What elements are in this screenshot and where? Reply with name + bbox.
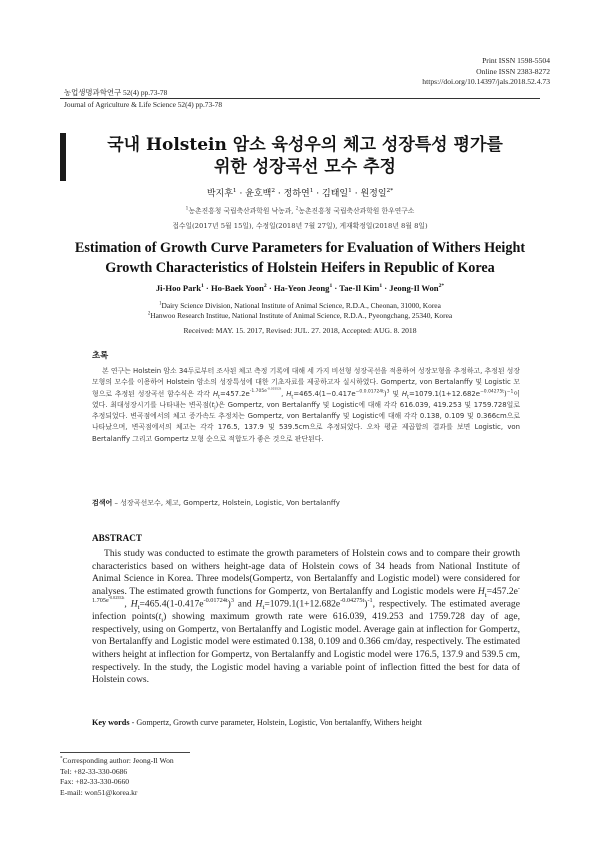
author-sup: 1 xyxy=(200,283,204,290)
footnote-fax: Fax: +82-33-330-0660 xyxy=(60,777,130,787)
author: 박지후 xyxy=(206,189,233,199)
korean-abstract xyxy=(92,366,520,445)
author-sup: 2* xyxy=(386,188,394,194)
keywords-text: - Gompertz, Growth curve parameter, Holstein, Logistic, Von bertalanffy, Withers height xyxy=(129,718,422,727)
equation: t xyxy=(407,394,409,400)
abstract-text: ) showing maximum growth rate were 616.039, 419.253 and 1759.728 day of age, respectively, using on Gompertz, von Bertalanffy and Logistic model. Average gain at inflection for Gompertz, von Bertalanffy and Logistic model were estimated 0.138, 0.109 and 0.366 cm/day, respectively. The estimated withers height at inflection for Gompertz, von Bertalanffy and Logistic model were 176.5, 137.9 and 539.5 cm, respectively. In the study, the Logistic model having a variable point of inflection fitted the best for data of Holstein cows. xyxy=(92,611,520,686)
equation: H xyxy=(212,389,219,398)
footnote-author: Corresponding author: Jeong-Il Won xyxy=(62,756,174,765)
equation: H xyxy=(130,598,138,610)
author: 윤호백 xyxy=(245,189,272,199)
abstract-text: and xyxy=(233,598,256,610)
affil-sup: 2 xyxy=(147,311,151,317)
affil-text: Hanwoo Research Institue, National Institute of Animal Science, R.D.A., Pyeongchang, 25340, Korea xyxy=(150,310,453,320)
author-sep: · xyxy=(313,189,323,199)
equation: t xyxy=(137,604,140,612)
author-sep: · xyxy=(266,283,274,293)
equation: -1 xyxy=(367,597,373,605)
author-sep: · xyxy=(332,283,340,293)
equation: t xyxy=(484,591,487,599)
equation: -0.04275t xyxy=(340,597,365,605)
equation: ) xyxy=(227,598,231,610)
english-title-line1: Estimation of Growth Curve Parameters for Evaluation of Withers Height xyxy=(74,240,526,256)
author-sep: · xyxy=(236,189,246,199)
equation: t xyxy=(218,394,221,400)
equation: -0.01724t xyxy=(203,597,228,605)
english-title xyxy=(60,238,540,278)
online-issn: Online ISSN 2383-8272 xyxy=(476,66,550,76)
abstract-text: This study was conducted to estimate the growth parameters of Holstein cows and to compare their growth characteristics based on withers height-age data of Holstein cows of 34 heads from National Institute of Animal Science in Korea. Three models(Gompertz, von Bertalanffy and Logistic model) were considered for analyses. The estimated growth functions for Gompertz, von Bertalanffy and Logistic models were xyxy=(92,548,520,597)
english-keywords xyxy=(92,718,522,727)
author-sup: 1 xyxy=(232,188,237,194)
author-sep: · xyxy=(275,189,284,199)
author-sup: 2 xyxy=(271,188,276,194)
author-sup: 2* xyxy=(438,283,445,290)
equation: =457.2e xyxy=(220,389,250,398)
equation: ) xyxy=(504,389,507,398)
keywords-text: – 성장곡선모수, 체고, Gompertz, Holstein, Logistic, Von bertalanffy xyxy=(112,499,340,507)
equation: −1 xyxy=(506,389,514,395)
equation: −0.04275t xyxy=(480,389,505,395)
journal-kor: 농업생명과학연구 52(4) pp.73-78 xyxy=(64,88,168,97)
equation: 3 xyxy=(230,597,234,605)
equation: 3 xyxy=(386,389,390,395)
author-sup: 1 xyxy=(309,188,314,194)
author-sup: 1 xyxy=(329,283,333,290)
author: 정하연 xyxy=(283,189,310,199)
abstract-text: 본 연구는 Holstein 암소 34두로부터 조사된 체고 측정 기록에 대해 세 가지 비선형 성장곡선을 적용하여 성장모형을 추정하고, 추정된 성장모형의 모수를 이용하여 Holstein 암소의 성장특성에 대한 기초자료를 제공하고자 실시하였다. Gompertz, von Bertalanffy 및 Logistic 모형으로 추정된 성장곡선 함수식은 각각 xyxy=(92,367,520,398)
equation: -0.02552t xyxy=(108,595,125,601)
equation: H xyxy=(477,585,485,597)
author-sep: · xyxy=(382,283,390,293)
header-rule xyxy=(60,98,540,99)
author-sup: 1 xyxy=(379,283,383,290)
korean-dates: 접수일(2017년 5월 15일), 수정일(2018년 7월 27일), 게재확정일(2018년 8월 8일) xyxy=(172,222,428,230)
keywords-label: Key words xyxy=(92,718,130,727)
equation: -1.705e xyxy=(249,389,267,395)
abstract-text: , xyxy=(124,598,131,610)
abstract-text: 이였다. 최대성장시기를 나타내는 변곡점( xyxy=(92,389,520,409)
english-dates: Received: MAY. 15. 2017, Revised: JUL. 27. 2018, Accepted: AUG. 8. 2018 xyxy=(183,326,417,335)
korean-keywords xyxy=(92,498,522,508)
equation: i xyxy=(214,406,216,412)
title-accent-bar xyxy=(60,133,66,181)
korean-affiliation xyxy=(60,205,540,215)
korean-title xyxy=(70,134,540,178)
author-sup: 2 xyxy=(263,283,267,290)
author: Ho-Baek Yoon xyxy=(210,283,264,293)
equation: H xyxy=(286,389,292,398)
author: Jeong-Il Won xyxy=(389,283,439,293)
equation: −0.0.01724t xyxy=(355,389,384,395)
english-affiliation xyxy=(60,301,540,320)
equation: ) xyxy=(364,598,368,610)
affil-text: 농촌진흥청 국립축산과학원 한우연구소 xyxy=(298,207,415,215)
affil-text: 농촌진흥청 국립축산과학원 낙농과, xyxy=(188,207,296,215)
author: 원정일 xyxy=(360,189,387,199)
equation: H xyxy=(401,389,408,398)
english-authors xyxy=(60,283,540,293)
equation: t xyxy=(211,400,215,409)
equation: t xyxy=(158,611,162,623)
issn-block xyxy=(422,56,550,88)
equation: i xyxy=(161,617,164,625)
korean-title-line1: 국내 Holstein 암소 육성우의 체고 성장특성 평가를 xyxy=(107,135,503,155)
keywords-label: 검색어 xyxy=(92,499,113,507)
equation: =1079.1(1+12.682e xyxy=(408,389,481,398)
author-sup: 1 xyxy=(348,188,352,194)
affil-text: Dairy Science Division, National Institute of Animal Science, R.D.A., Cheonan, 31000, Korea xyxy=(161,301,441,310)
equation: t xyxy=(262,604,265,612)
equation: H xyxy=(255,598,263,610)
print-issn: Print ISSN 1598-5504 xyxy=(482,56,550,65)
equation: ) xyxy=(383,389,387,398)
corresponding-author-footnote xyxy=(60,756,174,798)
equation: t xyxy=(291,394,294,400)
author: Ha-Yeon Jeong xyxy=(273,283,330,293)
author-sep: · xyxy=(203,283,211,293)
footnote-tel: Tel: +82-33-330-0686 xyxy=(60,766,128,776)
abstract-text: 및 xyxy=(389,389,402,398)
abstract-text: , xyxy=(281,389,287,398)
footnote-rule xyxy=(60,752,190,753)
equation: =1079.1(1+12.682e xyxy=(264,598,341,610)
korean-authors xyxy=(60,186,540,199)
korean-title-line2: 위한 성장곡선 모수 추정 xyxy=(214,157,396,177)
author: Tae-Il Kim xyxy=(339,283,380,293)
doi-link[interactable]: https://doi.org/10.14397/jals.2018.52.4.73 xyxy=(422,77,550,86)
equation: -1.705e xyxy=(92,584,520,605)
equation: =465.4(1-0.417e xyxy=(139,598,204,610)
english-abstract-heading: ABSTRACT xyxy=(92,533,143,543)
affil-sup: 1 xyxy=(159,301,162,307)
english-abstract xyxy=(92,548,520,687)
equation: -0.02552t xyxy=(266,386,282,391)
author-sep: · xyxy=(351,189,361,199)
abstract-text: , respectively. The estimated average infection points( xyxy=(92,598,520,623)
english-title-line2: Growth Characteristics of Holstein Heifers in Republic of Korea xyxy=(105,260,495,276)
author: 김태일 xyxy=(322,189,349,199)
author: Ji-Hoo Park xyxy=(155,283,201,293)
affil-sup: 2 xyxy=(295,206,299,212)
footnote-sup: * xyxy=(60,756,63,762)
equation: =457.2e xyxy=(486,585,518,597)
affil-sup: 1 xyxy=(185,206,189,212)
journal-eng: Journal of Agriculture & Life Science 52(4) pp.73-78 xyxy=(64,100,223,109)
equation: =465.4(1−0.417e xyxy=(293,389,356,398)
abstract-text: )은 Gompertz, von Bertalanffy 및 Logistic에 대해 각각 616.039, 419.253 및 1759.728일로 추정되었다. 변곡점에서의 체고 증가속도 추정치는 Gompertz, von Bertalanffy 및 Logistic에 대해 각각 0.138, 0.109 및 0.366cm으로 나타났으며, 변곡점에서의 체고는 각각 176.5, 137.9 및 539.5cm으로 추정되었다. 오차 평균 제곱합의 결과를 보면 Logistic, von Bertalanffy 그리고 Gompertz 모형 순으로 적합도가 좋은 것으로 판단된다. xyxy=(92,400,520,443)
footnote-email[interactable]: E-mail: won51@korea.kr xyxy=(60,787,138,797)
korean-abstract-heading: 초록 xyxy=(92,350,109,360)
